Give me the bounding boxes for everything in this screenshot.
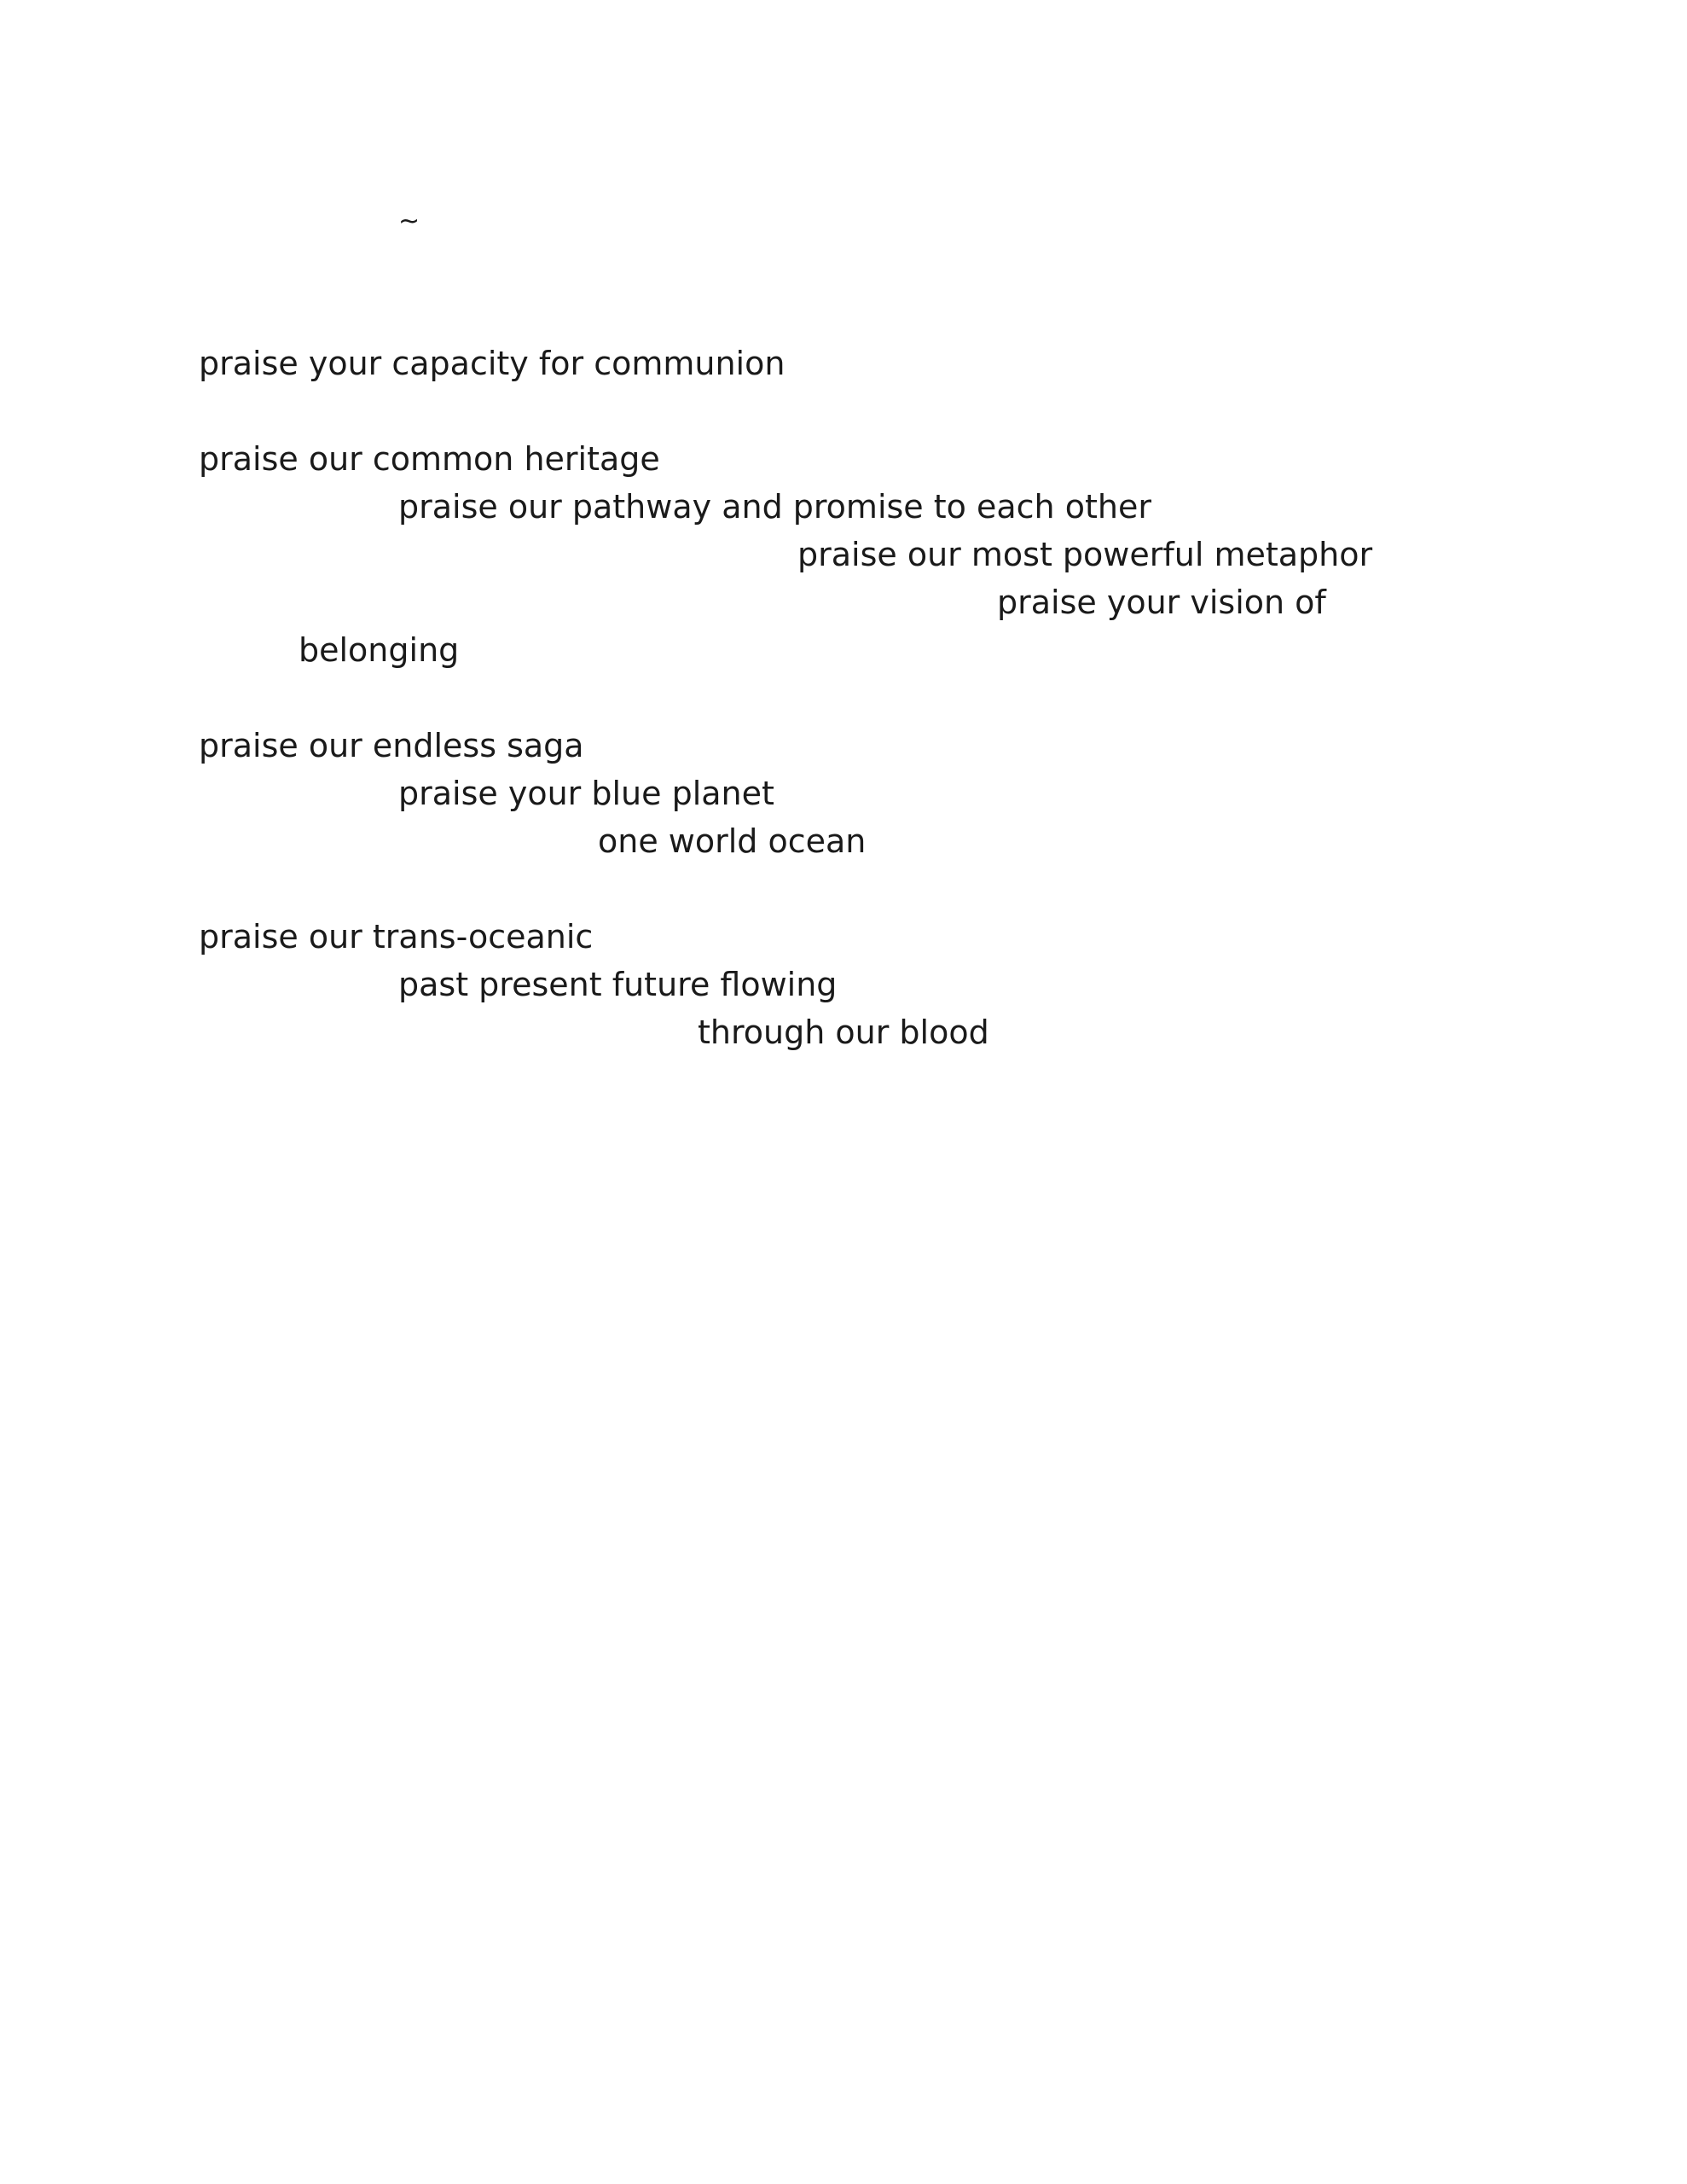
poem-line: one world ocean: [598, 822, 867, 860]
poem-line: praise your vision of: [997, 584, 1326, 621]
section-separator: ~: [398, 206, 420, 236]
poem-line: praise your capacity for communion: [199, 345, 786, 382]
poem-line: praise our common heritage: [199, 440, 660, 478]
poem-line: past present future flowing: [398, 966, 838, 1003]
poem-line: praise our trans-oceanic: [199, 918, 594, 956]
poem-line: through our blood: [698, 1014, 989, 1051]
poem-line: praise your blue planet: [398, 775, 774, 812]
poem-line: praise our pathway and promise to each other: [398, 488, 1151, 526]
poem-line: belonging: [299, 631, 460, 669]
poem-line: praise our endless saga: [199, 727, 584, 764]
poem-line: praise our most powerful metaphor: [797, 536, 1373, 573]
